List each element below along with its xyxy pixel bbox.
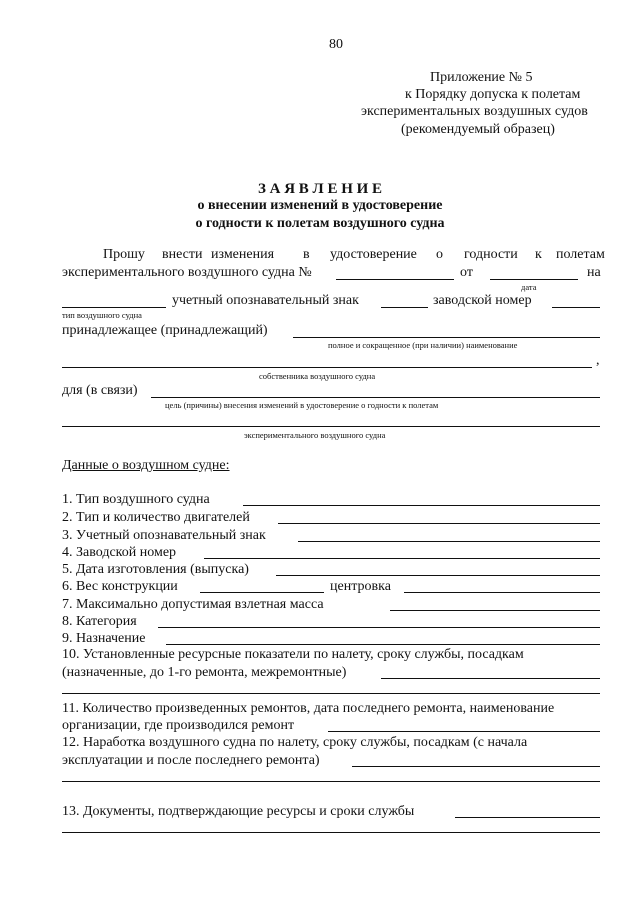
item-purpose: 9. Назначение (62, 631, 146, 646)
field-resource-indicators[interactable] (381, 678, 600, 679)
caption-purpose-1: цель (причины) внесения изменений в удостоверение о годности к полетам (165, 400, 439, 410)
field-resource-indicators-2[interactable] (62, 693, 600, 694)
serial-number-field[interactable] (552, 307, 600, 308)
item-manufacture-date: 5. Дата изготовления (выпуска) (62, 562, 249, 577)
item-center-of-gravity: центровка (330, 579, 391, 594)
registration-mark-field[interactable] (381, 307, 428, 308)
purpose-field[interactable] (151, 397, 600, 398)
aircraft-type-field[interactable] (62, 307, 166, 308)
field-structure-weight[interactable] (200, 592, 324, 593)
field-category[interactable] (158, 627, 600, 628)
data-section-header: Данные о воздушном судне: (62, 458, 230, 473)
caption-owner-2: собственника воздушного судна (259, 371, 376, 381)
registration-mark-label: учетный опознавательный знак (172, 293, 359, 308)
field-serial-number[interactable] (204, 558, 600, 559)
item-operating-time-2: эксплуатации и после последнего ремонта) (62, 753, 320, 768)
purpose-field-2[interactable] (62, 426, 600, 427)
intro-word: удостоверение (330, 247, 417, 262)
intro-word: в (303, 247, 310, 262)
intro-word: годности (464, 247, 518, 262)
item-registration-mark: 3. Учетный опознавательный знак (62, 528, 266, 543)
field-engines[interactable] (278, 523, 600, 524)
appendix-note: (рекомендуемый образец) (401, 122, 555, 137)
item-serial-number: 4. Заводской номер (62, 545, 177, 560)
date-field[interactable] (490, 279, 578, 280)
on-label: на (587, 265, 601, 280)
document-subtitle-1: о внесении изменений в удостоверение (197, 198, 443, 213)
intro-word: полетам (556, 247, 605, 262)
owner-name-field[interactable] (293, 337, 600, 338)
item-operating-time: 12. Наработка воздушного судна по налету, сроку службы, посадкам (с начала (62, 735, 528, 750)
aircraft-number-label: экспериментального воздушного судна № (62, 265, 312, 280)
field-documents[interactable] (455, 817, 600, 818)
owner-name-field-2[interactable] (62, 367, 592, 368)
intro-word: Прошу (103, 247, 145, 262)
item-repairs: 11. Количество произведенных ремонтов, дата последнего ремонта, наименование (62, 701, 555, 716)
field-center-of-gravity[interactable] (404, 592, 600, 593)
document-title: З А Я В Л Е Н И Е (257, 181, 383, 197)
item-max-takeoff-mass: 7. Максимально допустимая взлетная масса (62, 597, 324, 612)
caption-purpose-2: экспериментального воздушного судна (244, 430, 386, 440)
item-resource-indicators-2: (назначенные, до 1-го ремонта, межремонтные) (62, 665, 347, 680)
intro-word: к (535, 247, 542, 262)
field-purpose[interactable] (166, 644, 600, 645)
serial-number-label: заводской номер (433, 293, 532, 308)
field-aircraft-type[interactable] (243, 505, 600, 506)
page-number: 80 (329, 37, 343, 52)
intro-word: внести (162, 247, 203, 262)
purpose-label: для (в связи) (62, 383, 138, 398)
field-registration-mark[interactable] (298, 541, 600, 542)
field-max-takeoff-mass[interactable] (390, 610, 600, 611)
field-operating-time-2[interactable] (62, 781, 600, 782)
item-engines: 2. Тип и количество двигателей (62, 510, 250, 525)
aircraft-number-field[interactable] (336, 279, 454, 280)
item-resource-indicators: 10. Установленные ресурсные показатели по налету, сроку службы, посадкам (62, 647, 524, 662)
field-documents-2[interactable] (62, 832, 600, 833)
appendix-ref: к Порядку допуска к полетам (405, 87, 581, 102)
caption-owner-1: полное и сокращенное (при наличии) наименование (328, 340, 518, 350)
intro-word: изменения (211, 247, 275, 262)
appendix-ref-2: экспериментальных воздушных судов (361, 104, 588, 119)
item-documents: 13. Документы, подтверждающие ресурсы и сроки службы (62, 804, 415, 819)
owner-label: принадлежащее (принадлежащий) (62, 323, 268, 338)
item-repairs-2: организации, где производился ремонт (62, 718, 295, 733)
item-aircraft-type: 1. Тип воздушного судна (62, 492, 210, 507)
caption-date: дата (521, 282, 537, 292)
field-repairs[interactable] (328, 731, 600, 732)
item-structure-weight: 6. Вес конструкции (62, 579, 178, 594)
comma: , (596, 353, 600, 368)
field-manufacture-date[interactable] (276, 575, 600, 576)
document-subtitle-2: о годности к полетам воздушного судна (195, 216, 445, 231)
date-from-label: от (460, 265, 473, 280)
appendix-number: Приложение № 5 (430, 70, 533, 85)
caption-aircraft-type: тип воздушного судна (62, 310, 142, 320)
item-category: 8. Категория (62, 614, 137, 629)
intro-word: о (436, 247, 443, 262)
field-operating-time[interactable] (352, 766, 600, 767)
